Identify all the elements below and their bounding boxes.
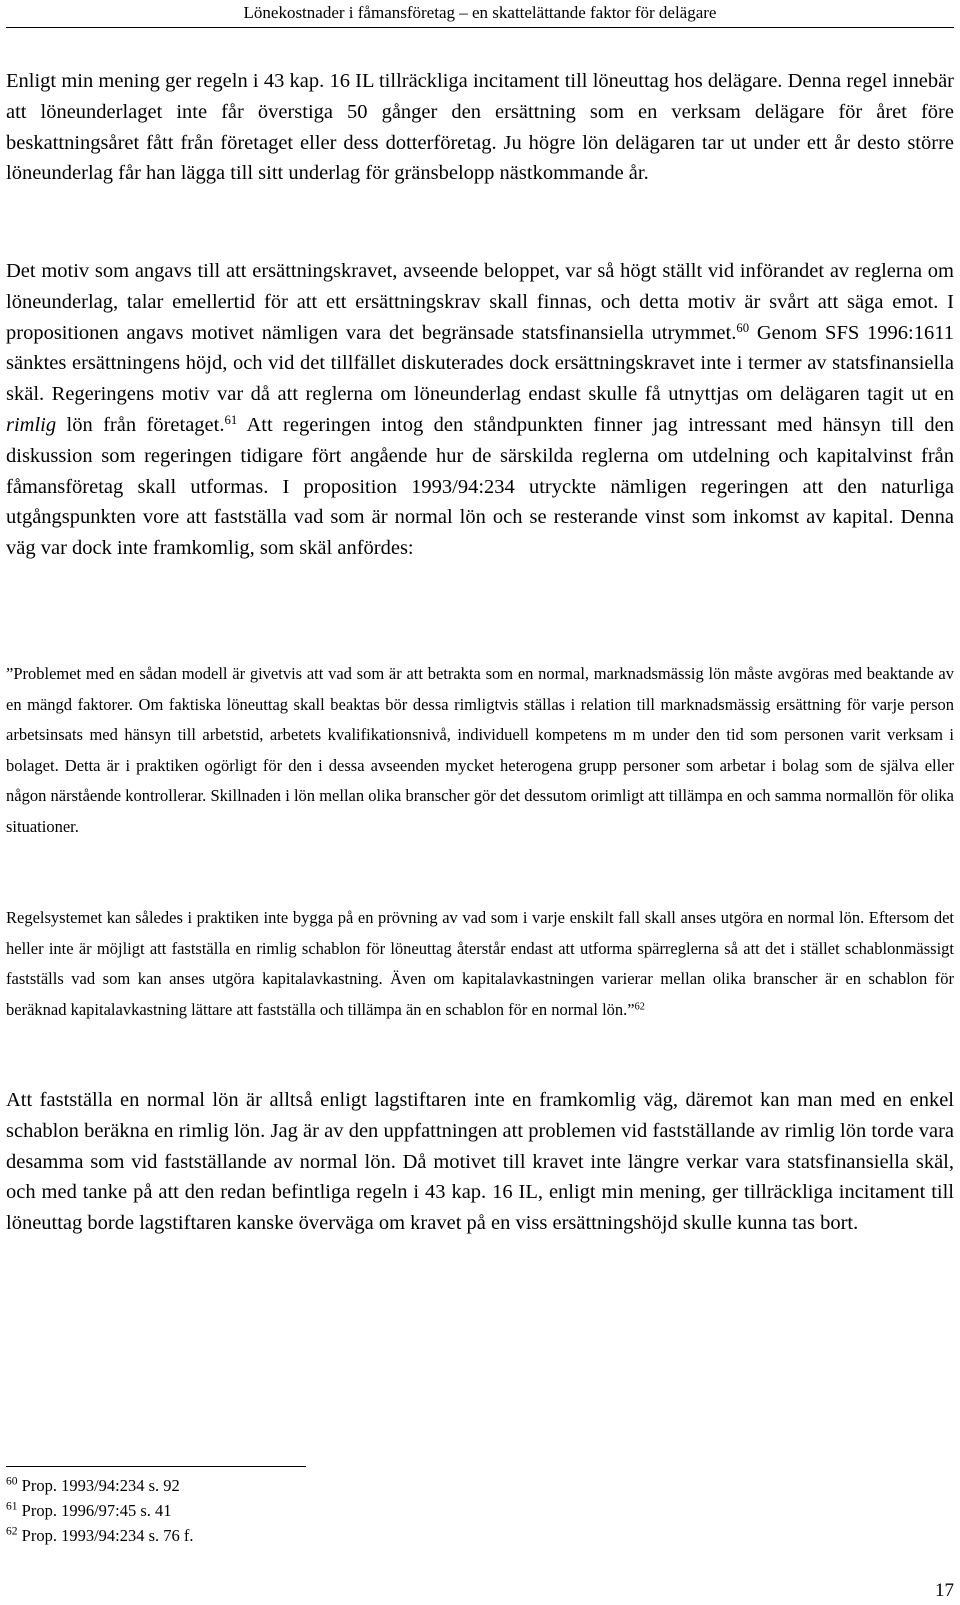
footnote [6,1501,172,1521]
footnote-number: 61 [6,1500,18,1513]
page-number: 17 [935,1580,954,1601]
footnote [6,1526,194,1546]
block-quote [6,903,954,1025]
text-run: lön från företaget. [56,413,225,436]
footnote-number: 62 [6,1525,18,1538]
block-quote [6,659,954,842]
footnote-number: 60 [6,1475,18,1488]
footnote [6,1476,180,1496]
text-run: Regelsystemet kan således i praktiken inte bygga på en prövning av vad som i varje enskilt fall skall anses utgöra en normal lön. Eftersom det heller inte är möjligt att fastställa en rimlig schablon för löneuttag återstår endast att utforma spärreglerna så att det i stället schablonmässigt fastställs vad som kan anses utgöra kapitalavkastning. Även om kapitalavkastningen varierar mellan olika branscher är en schablon för beräknad kapitalavkastning lättare att fastställa och tillämpa än en schablon för en normal lön.” [6,908,954,1019]
text-run: Det motiv som angavs till att ersättningskravet, avseende beloppet, var så högt ställt vid införandet av reglerna om löneunderlag, talar emellertid för att ett ersättningskrav skall finnas, och detta motiv är svårt att säga emot. I propositionen angavs motivet nämligen vara det begränsade statsfinansiella utrymmet. [6,260,954,344]
running-header: Lönekostnader i fåmansföretag – en skattelättande faktor för delägare [6,3,954,28]
footnote-reference: 60 [736,320,750,335]
footnote-separator [6,1466,306,1467]
body-paragraph [6,256,954,564]
emphasized-text: rimlig [6,413,57,436]
text-run: Att fastställa en normal lön är alltså enligt lagstiftaren inte en framkomlig väg, däremot kan man med en enkel schablon beräkna en rimlig lön. Jag är av den uppfattningen att problemen vid fastställande av rimlig lön torde vara desamma som vid fastställande av normal lön. Då motivet till kravet inte längre verkar vara statsfinansiella skäl, och med tanke på att den redan befintliga regeln i 43 kap. 16 IL, enligt min mening, ger tillräckliga incitament till löneuttag borde lagstiftaren kanske överväga om kravet på en viss ersättningshöjd skulle kunna tas bort. [6,1089,954,1235]
body-paragraph [6,1085,954,1239]
footnote-text: Prop. 1993/94:234 s. 92 [21,1476,180,1495]
text-run: Genom SFS 1996:1611 sänktes ersättningens höjd, och vid det tillfället diskuterades dock ersättningskravet inte i termer av statsfinansiella skäl. Regeringens motiv var då att reglerna om löneunderlag endast skulle få utnyttjas om delägaren tagit ut en [6,321,954,406]
text-run: Enligt min mening ger regeln i 43 kap. 16 IL tillräckliga incitament till löneuttag hos delägare. Denna regel innebär att löneunderlaget inte får överstiga 50 gånger den ersättning som en verksam delägare för året före beskattningsåret fått från företaget eller dess dotterföretag. Ju högre lön delägaren tar ut under ett år desto större löneunderlag får han lägga till sitt underlag för gränsbelopp nästkommande år. [6,70,954,185]
text-run: Att regeringen intog den ståndpunkten finner jag intressant med hänsyn till den diskussion som regeringen tidigare fört angående hur de särskilda reglerna om utdelning och kapitalvinst från fåmansföretag skall utformas. I proposition 1993/94:234 utryckte nämligen regeringen att den naturliga utgångspunkten vore att fastställa vad som är normal lön och se resterande vinst som inkomst av kapital. Denna väg var dock inte framkomlig, som skäl anfördes: [6,413,955,560]
footnote-text: Prop. 1996/97:45 s. 41 [21,1501,172,1520]
body-paragraph [6,66,954,189]
footnote-reference: 62 [634,1000,645,1012]
footnote-text: Prop. 1993/94:234 s. 76 f. [21,1526,194,1545]
footnote-reference: 61 [224,413,238,427]
text-run: ”Problemet med en sådan modell är givetvis att vad som är att betrakta som en normal, marknadsmässig lön måste avgöras med beaktande av en mängd faktorer. Om faktiska löneuttag skall beaktas bör dessa rimligtvis ställas i relation till marknadsmässig ersättning för varje person arbetsinsats med hänsyn till arbetstid, arbetets kvalifikationsnivå, individuell kompetens m m under den tid som personen varit verksam i bolaget. Detta är i praktiken ogörligt för den i dessa avseenden mycket heterogena grupp personer som arbetar i bolag som de själva eller någon närstående kontrollerar. Skillnaden i lön mellan olika branscher gör det dessutom orimligt att tillämpa en och samma normallön för olika situationer. [6,664,954,836]
